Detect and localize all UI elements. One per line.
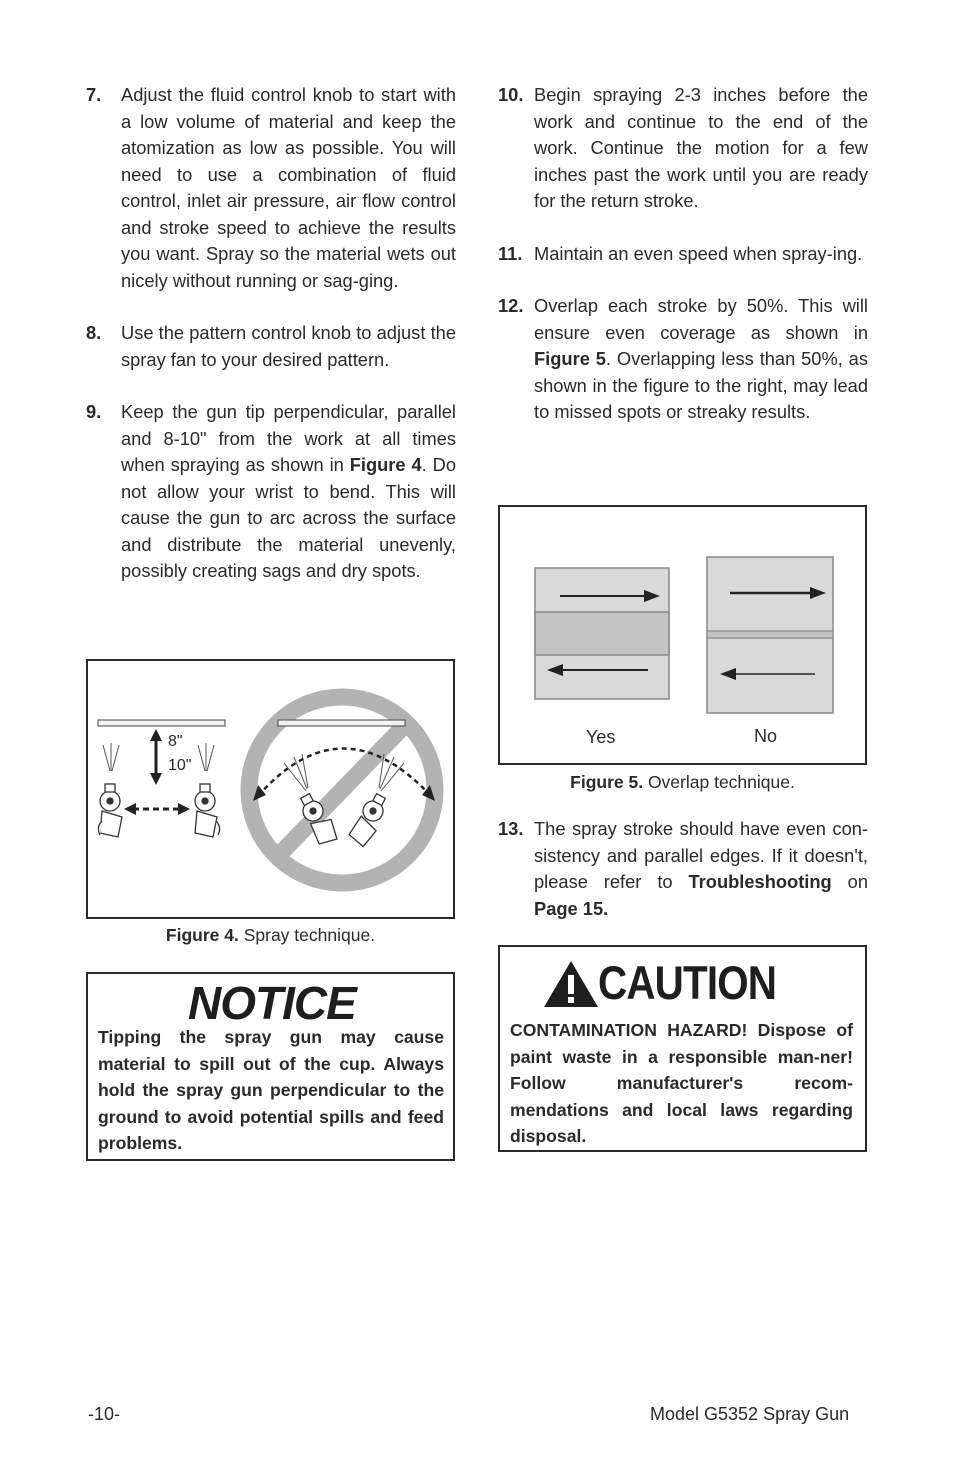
step-7 — [86, 82, 456, 294]
caution-title: CAUTION — [598, 956, 777, 1009]
step-number: 9. — [86, 401, 102, 422]
label-yes: Yes — [586, 727, 616, 747]
notice-box — [86, 972, 455, 1161]
figure-5-illustration — [500, 507, 865, 763]
figure-5-caption — [498, 772, 867, 793]
figure-4-box — [86, 659, 455, 919]
step-9 — [86, 399, 456, 585]
step-text: Adjust the fluid control knob to start with a low volume of material and keep the atomization as low as possible. You will need to use a combination of fluid control, inlet air pressure, air flow control and stroke speed to achieve the results you want. Spray so the material wets out nicely without running or sag-ging. — [121, 84, 456, 291]
step-10 — [498, 82, 868, 215]
model-name: Model G5352 Spray Gun — [650, 1404, 850, 1424]
step-text: Use the pattern control knob to adjust the spray fan to your desired pattern. — [121, 322, 456, 370]
step-number: 7. — [86, 84, 102, 105]
caption-text: Overlap technique. — [643, 772, 795, 792]
caption-label: Figure 5. — [570, 772, 644, 792]
step-8 — [86, 320, 456, 373]
caption-text: Spray technique. — [238, 925, 376, 945]
right-column — [498, 82, 868, 452]
caption-label: Figure 4. — [165, 925, 239, 945]
step-text: Begin spraying 2-3 inches before the work and continue to the end of the work. Continue the motion for a few inches past the work until you are ready for the return stroke. — [534, 84, 868, 211]
warning-triangle-icon — [542, 959, 600, 1009]
arrow-left — [124, 803, 136, 815]
step-13 — [498, 816, 868, 922]
distance-label-8: 8" — [168, 733, 183, 750]
step-text: . Do not allow your wrist to bend. This will cause the gun to arc across the surface and distribute the material unevenly, possibly creating sags and dry spots. — [121, 454, 456, 581]
work-surface — [278, 720, 405, 726]
step-11 — [498, 241, 868, 268]
step-number: 13. — [498, 818, 524, 839]
arrow-right — [178, 803, 190, 815]
spray-gun-right — [195, 784, 220, 837]
arrow-down — [150, 773, 162, 785]
figure-4-illustration — [88, 661, 453, 917]
arrow-up — [150, 729, 162, 741]
figure-4-caption — [86, 925, 455, 946]
caution-text: CONTAMINATION HAZARD! Dispose of paint waste in a responsible man-ner! Follow manufacturer's recom-mendations and local laws regarding disposal. — [510, 1020, 853, 1146]
step-number: 11. — [498, 242, 523, 264]
figure-5-box — [498, 505, 867, 765]
distance-label-10: 10" — [168, 757, 192, 774]
notice-text: Tipping the spray gun may cause material to spill out of the cup. Always hold the spray gun perpendicular to the ground to avoid potential spills and feed problems. — [98, 1027, 444, 1153]
step-text: on — [831, 871, 868, 892]
tilted-gun-right — [347, 791, 391, 848]
overlap-yes-diagram — [535, 568, 669, 699]
step-text: Overlap each stroke by 50%. This will ensure even coverage as shown in — [534, 295, 868, 343]
page-reference: Page 15. — [534, 897, 609, 919]
step-text: Maintain an even speed when spray-ing. — [534, 242, 863, 264]
step-text: The spray stroke should have even con-sistency and parallel edges. If it doesn't, please refer to — [534, 818, 868, 892]
figure-reference: Figure 4 — [349, 454, 422, 475]
step-number: 12. — [498, 295, 524, 316]
caution-box — [498, 945, 867, 1152]
work-surface — [98, 720, 225, 726]
step-number: 8. — [86, 322, 102, 343]
step-number: 10. — [498, 84, 524, 105]
figure-reference: Figure 5 — [534, 348, 606, 369]
step-text: Keep the gun tip perpendicular, parallel and 8-10" from the work at all times when spraying as shown in — [121, 401, 456, 475]
step-12 — [498, 293, 868, 426]
page-number: -10- — [88, 1404, 121, 1424]
left-column — [86, 82, 456, 611]
step-text: . Overlapping less than 50%, as shown in the figure to the right, may lead to missed spots or streaky results. — [534, 348, 868, 422]
notice-title: NOTICE — [188, 977, 356, 1029]
spray-gun-left — [98, 784, 122, 837]
troubleshooting-reference: Troubleshooting — [688, 871, 832, 892]
overlap-no-diagram — [707, 557, 833, 713]
label-no: No — [754, 726, 778, 746]
